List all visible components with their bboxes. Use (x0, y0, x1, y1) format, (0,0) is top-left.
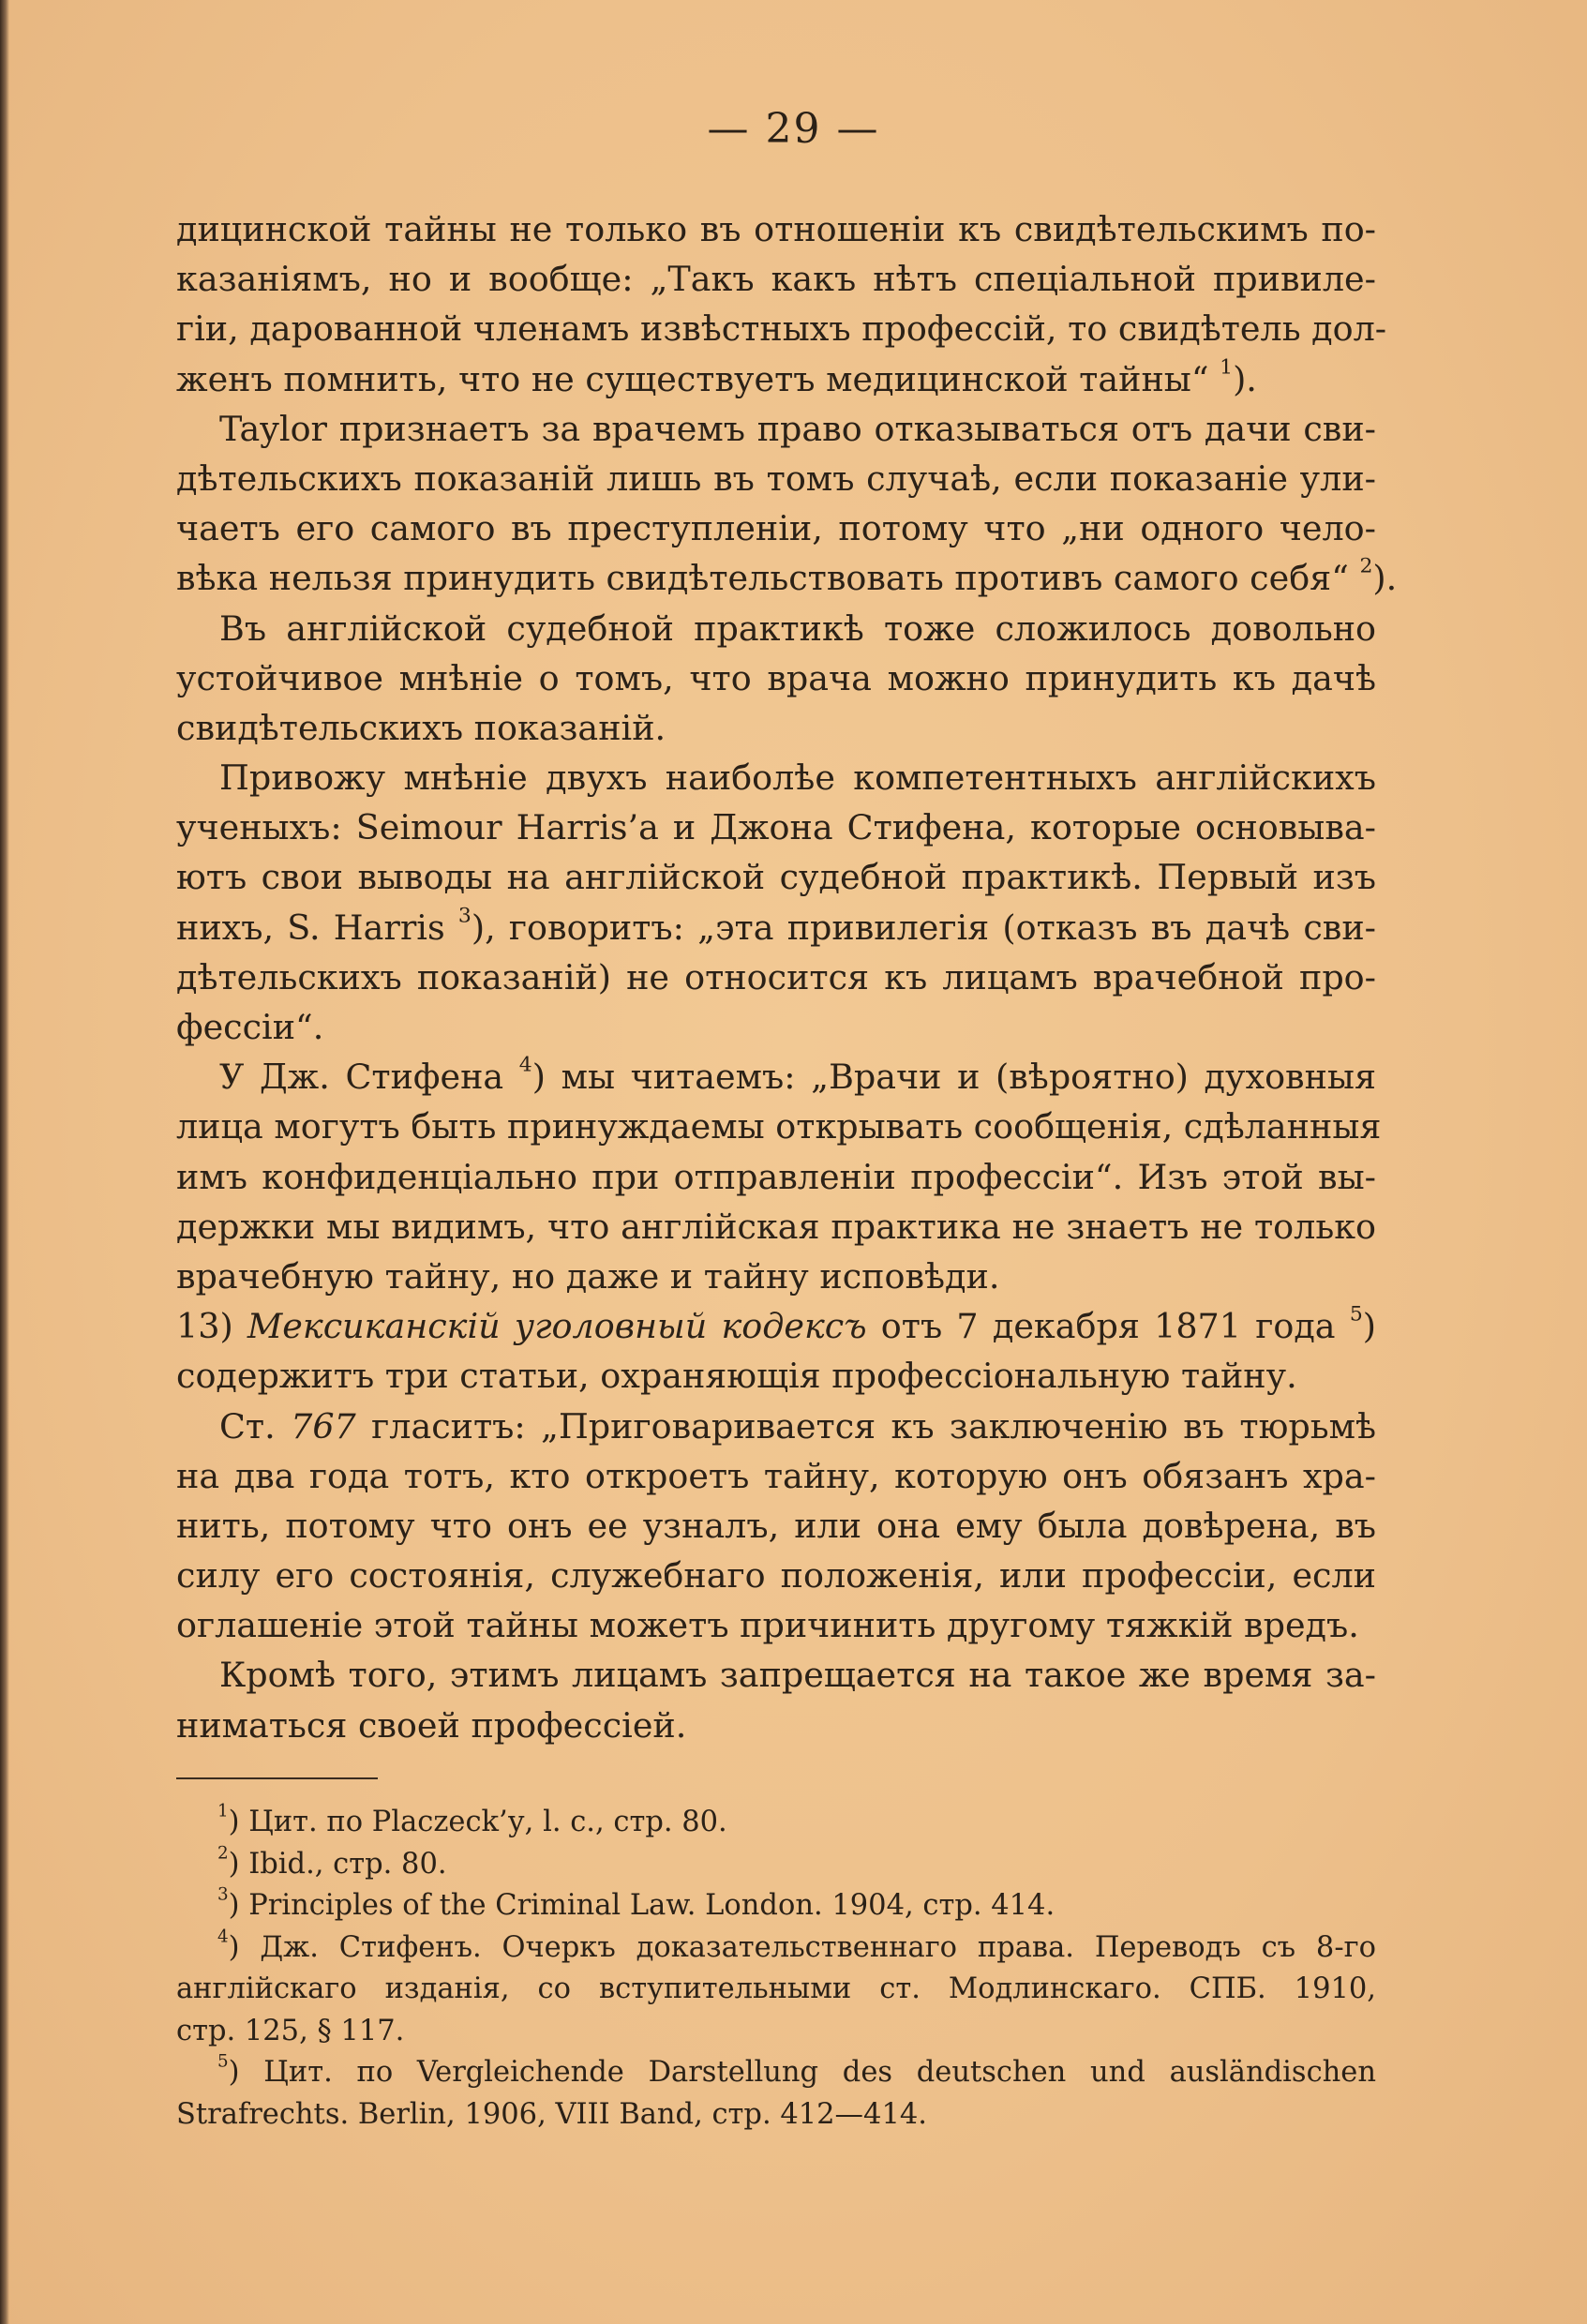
footnotes (176, 1802, 1376, 2136)
text-fragment: У Дж. Стифена (219, 1057, 519, 1098)
text-line: дѣтельскихъ показаній лишь въ томъ случаѣ, если показаніе ули- (176, 457, 1376, 499)
footnote (176, 1844, 1376, 1886)
page-number: — 29 — (707, 105, 880, 153)
footnote-mark: 4 (217, 1926, 229, 1946)
text-line: ниматься своей профессіей. (176, 1704, 687, 1746)
text-line (176, 1052, 1376, 1102)
footnote (176, 1927, 1376, 1970)
text-fragment: женъ помнить, что не существуетъ медицинской тайны“ (176, 358, 1209, 399)
footnote-continuation: стр. 125, § 117. (176, 2014, 405, 2047)
text-line: дѣтельскихъ показаній) не относится къ лицамъ врачебной про- (176, 956, 1376, 997)
footnote-text: ) Цит. по Placzeck’у, l. c., стр. 80. (228, 1806, 727, 1838)
footnote-divider (176, 1777, 378, 1779)
footnote-text: ) Ibid., стр. 80. (228, 1847, 447, 1881)
text-line: силу его состоянія, служебнаго положенія, или профессіи, если (176, 1555, 1376, 1597)
main-text (176, 204, 1398, 1750)
footnote-text: ) Дж. Стифенъ. Очеркъ доказательственнаго права. Переводъ съ 8-го (228, 1930, 1376, 1964)
text-line (176, 553, 1398, 603)
text-line: казаніямъ, но и вообще: „Такъ какъ нѣтъ спеціальной привиле- (176, 259, 1376, 300)
italic-title: Мексиканскій уголовный кодексъ (247, 1306, 867, 1347)
text-line: ютъ свои выводы на англійской судебной практикѣ. Первый изъ (176, 857, 1376, 898)
text-line (176, 354, 1376, 404)
text-fragment: ). (1233, 358, 1257, 399)
text-fragment: ). (1372, 558, 1398, 599)
text-line: держки мы видимъ, что англійская практика не знаетъ не только (176, 1206, 1376, 1247)
footnote-continuation: англійскаго изданія, со вступительными ст. Модлинскаго. СПБ. 1910, (176, 1972, 1376, 2005)
text-fragment: нихъ, S. Harris (176, 907, 458, 948)
footnote-text: ) Principles of the Criminal Law. London. 1904, стр. 414. (228, 1889, 1056, 1922)
text-line: чаетъ его самого въ преступленіи, потому что „ни одного чело- (176, 508, 1376, 549)
text-line: дицинской тайны не только въ отношеніи къ свидѣтельскимъ по- (176, 209, 1376, 249)
text-line: Въ англійской судебной практикѣ тоже сложилось довольно (219, 607, 1376, 649)
text-line: врачебную тайну, но даже и тайну исповѣди. (176, 1255, 1000, 1297)
footnote-mark: 2 (217, 1842, 229, 1863)
footnote-ref: 2 (1359, 554, 1373, 578)
text-line: фессіи“. (176, 1007, 324, 1047)
footnote-ref: 5 (1349, 1302, 1363, 1327)
footnote-ref: 3 (457, 904, 472, 928)
footnote-ref: 4 (518, 1053, 532, 1077)
text-fragment: вѣка нельзя принудить свидѣтельствовать противъ самого себя“ (176, 558, 1349, 599)
footnote-continuation: Strafrechts. Berlin, 1906, VIII Band, стр. 412—414. (176, 2097, 927, 2131)
text-line (176, 1301, 1376, 1351)
footnote (176, 1885, 1376, 1927)
footnote-mark: 1 (217, 1801, 229, 1822)
text-line: на два года тотъ, кто откроетъ тайну, которую онъ обязанъ хра- (176, 1455, 1376, 1496)
text-line: нить, потому что онъ ее узналъ, или она ему была довѣрена, въ (176, 1505, 1376, 1546)
footnote-mark: 5 (217, 2051, 229, 2072)
footnote-mark: 3 (217, 1884, 229, 1905)
footnote (176, 2052, 1376, 2094)
text-line: гіи, дарованной членамъ извѣстныхъ профессій, то свидѣтель дол- (176, 308, 1387, 350)
text-line: Привожу мнѣніе двухъ наиболѣе компетентныхъ англійскихъ (219, 757, 1376, 799)
text-fragment: ) (1362, 1306, 1376, 1347)
text-line (176, 903, 1376, 952)
text-line: имъ конфиденціально при отправленіи профессіи“. Изъ этой вы- (176, 1156, 1376, 1197)
text-line: Кромѣ того, этимъ лицамъ запрещается на такое же время за- (219, 1655, 1376, 1696)
text-fragment: отъ 7 декабря 1871 года (866, 1306, 1350, 1347)
text-line: содержитъ три статьи, охраняющія профессіональную тайну. (176, 1356, 1297, 1397)
footnote-ref: 1 (1220, 354, 1234, 379)
text-line (176, 1402, 1376, 1451)
text-fragment: ), говоритъ: „эта привилегія (отказъ въ дачѣ сви- (471, 907, 1376, 948)
text-line: ученыхъ: Seimour Harris’а и Джона Стифена, которые основыва- (176, 807, 1376, 848)
text-line: оглашеніе этой тайны можетъ причинить другому тяжкій вредъ. (176, 1605, 1359, 1646)
text-fragment: ) мы читаемъ: „Врачи и (вѣроятно) духовныя (531, 1057, 1376, 1098)
article-number: 767 (291, 1405, 356, 1447)
footnote-text: ) Цит. по Vergleichende Darstellung des deutschen und ausländischen (228, 2056, 1376, 2089)
page-spine-shadow (0, 0, 9, 2324)
text-line: Taylor признаетъ за врачемъ право отказываться отъ дачи сви- (219, 408, 1376, 449)
text-line: устойчивое мнѣніе о томъ, что врача можно принудить къ дачѣ (176, 657, 1376, 698)
text-line: лица могутъ быть принуждаемы открывать сообщенія, сдѣланныя (176, 1106, 1382, 1147)
text-fragment: Ст. (219, 1405, 292, 1447)
footnote (176, 1802, 1376, 1844)
item-number: 13) (176, 1306, 233, 1347)
text-line: свидѣтельскихъ показаній. (176, 707, 666, 748)
text-fragment: гласитъ: „Приговаривается къ заключенію въ тюрьмѣ (355, 1405, 1376, 1447)
